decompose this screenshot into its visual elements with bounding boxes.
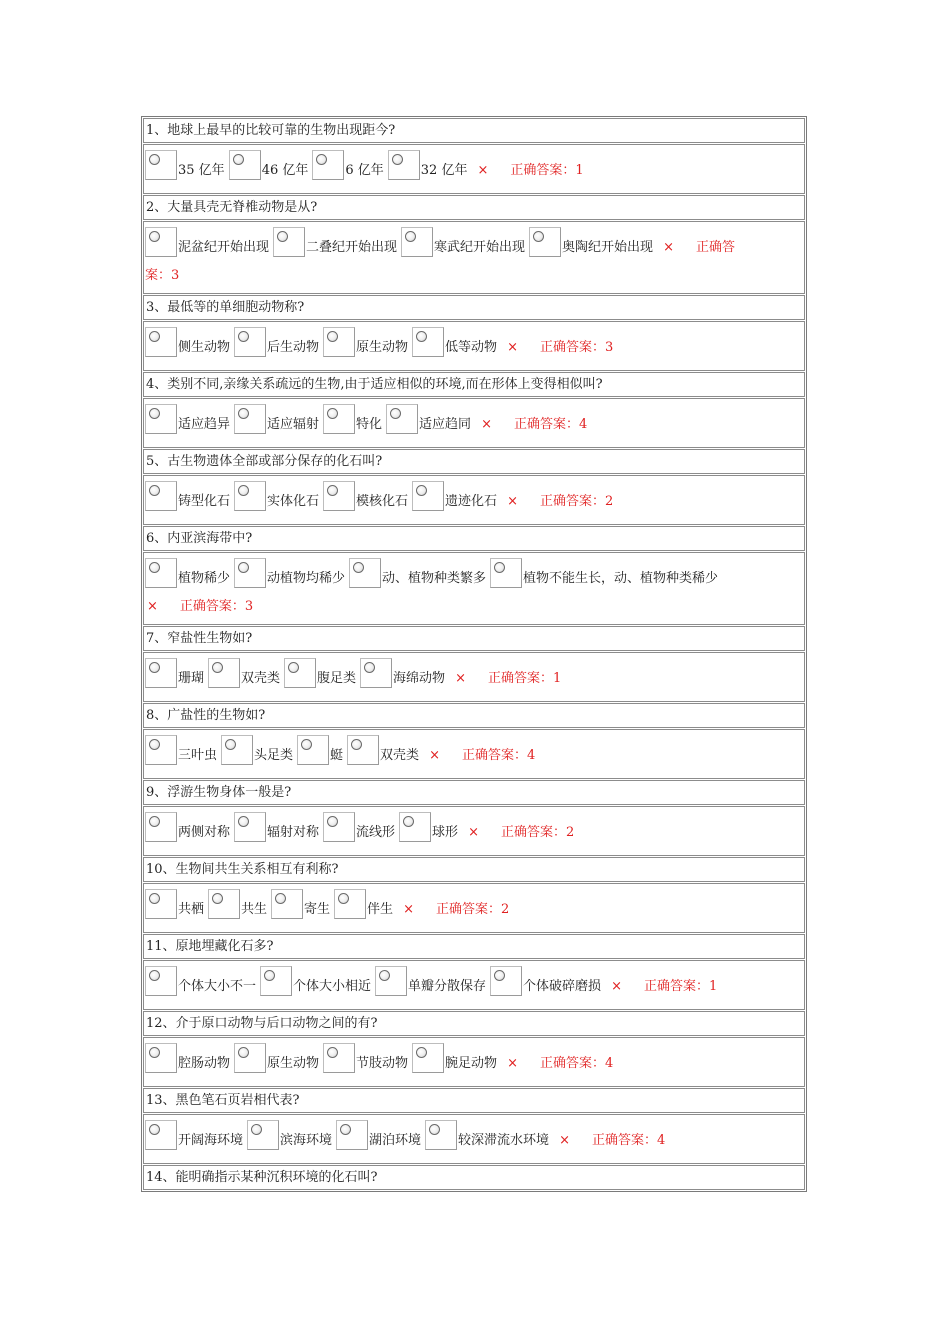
radio-button-icon[interactable] — [323, 327, 355, 357]
correct-answer: 正确答案：3 — [539, 340, 614, 355]
wrong-mark-icon: × — [507, 1056, 518, 1071]
wrong-mark-icon: × — [507, 494, 518, 509]
option-label: 节肢动物 — [356, 1056, 409, 1071]
question-text: 3、最低等的单细胞动物称? — [146, 300, 305, 315]
option-label: 动植物均稀少 — [267, 571, 346, 586]
radio-button-icon[interactable] — [229, 150, 261, 180]
question-text: 5、古生物遗体全部或部分保存的化石叫? — [146, 454, 383, 469]
correct-answer: 正确答案：2 — [539, 494, 614, 509]
radio-button-icon[interactable] — [221, 735, 253, 765]
option-label: 头足类 — [254, 748, 294, 763]
radio-button-icon[interactable] — [360, 658, 392, 688]
option-label: 后生动物 — [267, 340, 320, 355]
option-label: 三叶虫 — [178, 748, 218, 763]
option-label: 珊瑚 — [178, 671, 205, 686]
question-row — [143, 1165, 805, 1190]
option-label: 伴生 — [367, 902, 394, 917]
option-a[interactable] — [145, 1043, 234, 1073]
option-c[interactable] — [284, 658, 360, 688]
option-b[interactable] — [208, 889, 271, 919]
option-label: 46 亿年 — [261, 163, 309, 178]
option-a[interactable] — [145, 481, 234, 511]
option-label: 开阔海环境 — [178, 1133, 244, 1148]
radio-button-icon[interactable] — [145, 966, 177, 996]
option-a[interactable] — [145, 889, 208, 919]
option-d[interactable] — [529, 227, 657, 257]
option-label: 双壳类 — [380, 748, 420, 763]
radio-button-icon[interactable] — [208, 658, 240, 688]
question-text: 7、窄盐性生物如? — [146, 631, 253, 646]
option-c[interactable] — [323, 327, 412, 357]
option-label: 湖泊环境 — [369, 1133, 422, 1148]
correct-answer: 正确答案：4 — [539, 1056, 614, 1071]
option-a[interactable] — [145, 812, 234, 842]
radio-button-icon[interactable] — [401, 227, 433, 257]
option-label: 两侧对称 — [178, 825, 231, 840]
option-label: 寒武纪开始出现 — [434, 240, 526, 255]
option-label: 蜓 — [330, 748, 344, 763]
radio-button-icon[interactable] — [234, 327, 266, 357]
answer-row — [143, 652, 805, 702]
question-text: 4、类别不同,亲缘关系疏远的生物,由于适应相似的环境,而在形体上变得相似叫? — [146, 377, 603, 392]
option-b[interactable] — [234, 404, 323, 434]
answer-row — [143, 806, 805, 856]
wrong-mark-icon: × — [559, 1133, 570, 1148]
answer-row — [143, 221, 805, 294]
option-label: 腹足类 — [317, 671, 357, 686]
option-label: 滨海环境 — [280, 1133, 333, 1148]
question-row — [143, 118, 805, 143]
option-label: 流线形 — [356, 825, 396, 840]
wrong-mark-icon: × — [455, 671, 466, 686]
option-label: 侧生动物 — [178, 340, 231, 355]
radio-button-icon[interactable] — [323, 481, 355, 511]
correct-answer: 正确答案：1 — [487, 671, 562, 686]
radio-button-icon[interactable] — [145, 227, 177, 257]
wrong-mark-icon: × — [477, 163, 489, 178]
option-label: 32 亿年 — [420, 163, 468, 178]
radio-button-icon[interactable] — [425, 1120, 457, 1150]
wrong-mark-icon: × — [507, 340, 518, 355]
radio-button-icon[interactable] — [349, 558, 381, 588]
question-row — [143, 626, 805, 651]
option-c[interactable] — [323, 481, 412, 511]
correct-answer: 正确答案：4 — [513, 417, 588, 432]
radio-button-icon[interactable] — [388, 150, 420, 180]
question-row — [143, 372, 805, 397]
radio-button-icon[interactable] — [273, 227, 305, 257]
correct-answer: 正确答案：2 — [500, 825, 575, 840]
question-row — [143, 934, 805, 959]
option-label: 共栖 — [178, 902, 205, 917]
option-label: 低等动物 — [445, 340, 498, 355]
option-label: 动、植物种类繁多 — [382, 571, 487, 586]
question-text: 12、介于原口动物与后口动物之间的有? — [146, 1016, 378, 1031]
option-label: 适应趋异 — [178, 417, 231, 432]
radio-button-icon[interactable] — [234, 1043, 266, 1073]
question-text: 1、地球上最早的比较可靠的生物出现距今? — [146, 123, 396, 138]
option-label: 模核化石 — [356, 494, 409, 509]
option-label: 腕足动物 — [445, 1056, 498, 1071]
answer-row — [143, 144, 805, 194]
radio-button-icon[interactable] — [336, 1120, 368, 1150]
radio-button-icon[interactable] — [145, 150, 177, 180]
question-row — [143, 295, 805, 320]
question-text: 2、大量具壳无脊椎动物是从? — [146, 200, 318, 215]
question-row — [143, 449, 805, 474]
answer-row — [143, 398, 805, 448]
question-text: 8、广盐性的生物如? — [146, 708, 266, 723]
correct-answer: 正确答案：4 — [591, 1133, 666, 1148]
option-label: 泥盆纪开始出现 — [178, 240, 270, 255]
answer-row — [143, 729, 805, 779]
option-label: 特化 — [356, 417, 383, 432]
answer-row — [143, 552, 805, 625]
option-c[interactable] — [375, 966, 490, 996]
option-a[interactable] — [145, 558, 234, 588]
radio-button-icon[interactable] — [271, 889, 303, 919]
option-label: 单瓣分散保存 — [408, 979, 487, 994]
option-label: 寄生 — [304, 902, 331, 917]
option-label: 植物稀少 — [178, 571, 231, 586]
option-c[interactable] — [323, 404, 386, 434]
option-label: 奥陶纪开始出现 — [562, 240, 654, 255]
option-d[interactable] — [412, 1043, 501, 1073]
option-d[interactable] — [490, 558, 722, 588]
question-row — [143, 1088, 805, 1113]
answer-row — [143, 960, 805, 1010]
option-label: 腔肠动物 — [178, 1056, 231, 1071]
radio-button-icon[interactable] — [234, 558, 266, 588]
question-row — [143, 857, 805, 882]
radio-button-icon[interactable] — [145, 481, 177, 511]
option-d[interactable] — [347, 735, 423, 765]
wrong-mark-icon: × — [663, 240, 674, 255]
correct-answer: 正确答案：3 — [179, 599, 254, 614]
option-a[interactable] — [145, 735, 221, 765]
option-label: 球形 — [432, 825, 459, 840]
answer-row — [143, 1114, 805, 1164]
radio-button-icon[interactable] — [145, 558, 177, 588]
option-label: 辐射对称 — [267, 825, 320, 840]
option-a[interactable] — [145, 150, 229, 180]
option-label: 海绵动物 — [393, 671, 446, 686]
option-label: 原生动物 — [267, 1056, 320, 1071]
option-label: 适应趋同 — [419, 417, 472, 432]
option-label: 植物不能生长，动、植物种类稀少 — [523, 571, 719, 586]
question-text: 6、内亚滨海带中? — [146, 531, 253, 546]
option-c[interactable] — [349, 558, 490, 588]
option-b[interactable] — [221, 735, 297, 765]
correct-answer: 正确答 — [695, 240, 735, 255]
radio-button-icon[interactable] — [334, 889, 366, 919]
option-label: 双壳类 — [241, 671, 281, 686]
question-row — [143, 703, 805, 728]
radio-button-icon[interactable] — [234, 481, 266, 511]
option-c[interactable] — [312, 150, 387, 180]
answer-row — [143, 321, 805, 371]
option-b[interactable] — [273, 227, 401, 257]
option-b[interactable] — [260, 966, 375, 996]
wrong-mark-icon: × — [611, 979, 622, 994]
option-label: 实体化石 — [267, 494, 320, 509]
option-label: 原生动物 — [356, 340, 409, 355]
radio-button-icon[interactable] — [312, 150, 344, 180]
option-a[interactable] — [145, 1120, 247, 1150]
question-text: 10、生物间共生关系相互有利称? — [146, 862, 339, 877]
correct-answer-continued: 案：3 — [145, 268, 180, 283]
option-label: 个体破碎磨损 — [523, 979, 602, 994]
option-c[interactable] — [336, 1120, 425, 1150]
radio-button-icon[interactable] — [145, 327, 177, 357]
option-label: 二叠纪开始出现 — [306, 240, 398, 255]
radio-button-icon[interactable] — [323, 404, 355, 434]
option-label: 较深滞流水环境 — [458, 1133, 550, 1148]
option-label: 个体大小不一 — [178, 979, 257, 994]
option-b[interactable] — [208, 658, 284, 688]
radio-button-icon[interactable] — [399, 812, 431, 842]
question-text: 14、能明确指示某种沉积环境的化石叫? — [146, 1170, 378, 1185]
option-c[interactable] — [323, 812, 399, 842]
option-label: 遗迹化石 — [445, 494, 498, 509]
option-c[interactable] — [323, 1043, 412, 1073]
answer-row — [143, 1037, 805, 1087]
option-d[interactable] — [425, 1120, 553, 1150]
option-label: 适应辐射 — [267, 417, 320, 432]
option-a[interactable] — [145, 658, 208, 688]
question-row — [143, 195, 805, 220]
answer-row — [143, 883, 805, 933]
option-b[interactable] — [234, 481, 323, 511]
radio-button-icon[interactable] — [260, 966, 292, 996]
option-d[interactable] — [386, 404, 475, 434]
option-d[interactable] — [388, 150, 472, 180]
radio-button-icon[interactable] — [145, 1120, 177, 1150]
radio-button-icon[interactable] — [529, 227, 561, 257]
question-row — [143, 780, 805, 805]
radio-button-icon[interactable] — [145, 404, 177, 434]
question-text: 11、原地埋藏化石多? — [146, 939, 274, 954]
question-row — [143, 526, 805, 551]
option-d[interactable] — [412, 481, 501, 511]
option-b[interactable] — [229, 150, 313, 180]
radio-button-icon[interactable] — [386, 404, 418, 434]
radio-button-icon[interactable] — [412, 327, 444, 357]
wrong-mark-icon: × — [147, 599, 158, 614]
radio-button-icon[interactable] — [323, 812, 355, 842]
radio-button-icon[interactable] — [490, 966, 522, 996]
option-c[interactable] — [271, 889, 334, 919]
option-b[interactable] — [234, 1043, 323, 1073]
radio-button-icon[interactable] — [145, 889, 177, 919]
radio-button-icon[interactable] — [145, 658, 177, 688]
radio-button-icon[interactable] — [297, 735, 329, 765]
option-b[interactable] — [234, 327, 323, 357]
option-d[interactable] — [399, 812, 462, 842]
wrong-mark-icon: × — [403, 902, 414, 917]
wrong-mark-icon: × — [468, 825, 479, 840]
option-b[interactable] — [234, 812, 323, 842]
question-text: 13、黑色笔石页岩相代表? — [146, 1093, 300, 1108]
quiz-table — [141, 116, 807, 1192]
option-d[interactable] — [412, 327, 501, 357]
option-a[interactable] — [145, 966, 260, 996]
correct-answer: 正确答案：2 — [435, 902, 510, 917]
radio-button-icon[interactable] — [234, 404, 266, 434]
radio-button-icon[interactable] — [323, 1043, 355, 1073]
radio-button-icon[interactable] — [490, 558, 522, 588]
wrong-mark-icon: × — [429, 748, 440, 763]
correct-answer: 正确答案：4 — [461, 748, 536, 763]
radio-button-icon[interactable] — [247, 1120, 279, 1150]
correct-answer: 正确答案：1 — [510, 163, 584, 178]
option-c[interactable] — [401, 227, 529, 257]
option-label: 6 亿年 — [345, 163, 384, 178]
option-a[interactable] — [145, 327, 234, 357]
option-label: 共生 — [241, 902, 268, 917]
option-d[interactable] — [490, 966, 605, 996]
radio-button-icon[interactable] — [284, 658, 316, 688]
answer-row — [143, 475, 805, 525]
radio-button-icon[interactable] — [412, 1043, 444, 1073]
option-d[interactable] — [334, 889, 397, 919]
radio-button-icon[interactable] — [208, 889, 240, 919]
option-b[interactable] — [247, 1120, 336, 1150]
radio-button-icon[interactable] — [347, 735, 379, 765]
wrong-mark-icon: × — [481, 417, 492, 432]
option-label: 35 亿年 — [178, 163, 225, 178]
option-label: 铸型化石 — [178, 494, 231, 509]
option-d[interactable] — [360, 658, 449, 688]
radio-button-icon[interactable] — [375, 966, 407, 996]
question-text: 9、浮游生物身体一般是? — [146, 785, 292, 800]
question-row — [143, 1011, 805, 1036]
radio-button-icon[interactable] — [234, 812, 266, 842]
radio-button-icon[interactable] — [145, 735, 177, 765]
option-label: 个体大小相近 — [293, 979, 372, 994]
option-a[interactable] — [145, 404, 234, 434]
radio-button-icon[interactable] — [412, 481, 444, 511]
correct-answer: 正确答案：1 — [643, 979, 718, 994]
option-c[interactable] — [297, 735, 347, 765]
option-b[interactable] — [234, 558, 349, 588]
option-a[interactable] — [145, 227, 273, 257]
radio-button-icon[interactable] — [145, 1043, 177, 1073]
radio-button-icon[interactable] — [145, 812, 177, 842]
